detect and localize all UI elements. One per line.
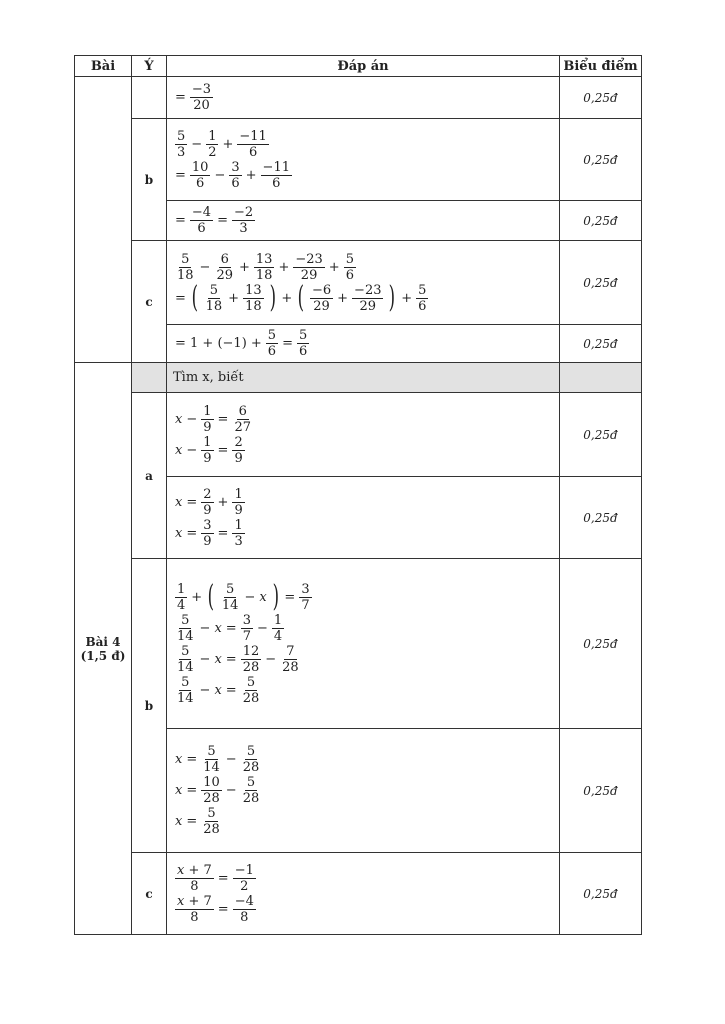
header-y: Ý [132,56,167,77]
header-dapan: Đáp án [167,56,560,77]
y-cell: c [132,241,167,363]
table-row [75,363,642,393]
answer-cell: $\frac{5}{18}$ − $\frac{6}{29}$ + $\frac{13}{18}$ + $\frac{-23}{29}$ + $\frac{5}{6}$ = ( $\frac{5}{18}$ + $\frac{13}{18}$ ) + ( $\frac{-6}{29}$ + $\frac{-23}{29}$ ) + $\frac{5}{6}$ [167,241,560,325]
intro-text: Tìm x, biết [173,370,244,385]
table-row [75,241,642,325]
bai-4-cell [75,363,132,935]
bai-4-label: Bài 4 [85,634,121,649]
answer-cell: x = $\frac{2}{9}$ + $\frac{1}{9}$ x = $\frac{3}{9}$ = $\frac{1}{3}$ [167,477,560,559]
points-cell: 0,25đ [560,241,642,325]
bai-4-points: (1,5 đ) [80,648,126,663]
table-row [75,77,642,119]
intro-cell [167,363,560,393]
table-header-row [75,56,642,77]
table-row [75,559,642,729]
header-bieudiem: Biểu điểm [560,56,642,77]
points-cell: 0,25đ [560,119,642,201]
table-row [75,853,642,935]
table-row [75,393,642,477]
points-cell: 0,25đ [560,559,642,729]
points-cell: 0,25đ [560,393,642,477]
answer-cell: = 1 + (−1) + $\frac{5}{6}$ = $\frac{5}{6}$ [167,325,560,363]
table-row [75,119,642,201]
points-cell: 0,25đ [560,477,642,559]
answer-cell: = $\frac{-4}{6}$ = $\frac{-2}{3}$ [167,201,560,241]
answer-cell: $\frac{5}{3}$ − $\frac{1}{2}$ + $\frac{-11}{6}$ = $\frac{10}{6}$ − $\frac{3}{6}$ + $\frac{-11}{6}$ [167,119,560,201]
answer-cell: x − $\frac{1}{9}$ = $\frac{6}{27}$ x − $\frac{1}{9}$ = $\frac{2}{9}$ [167,393,560,477]
y-cell: c [132,853,167,935]
y-cell: a [132,393,167,559]
points-cell: 0,25đ [560,853,642,935]
y-cell: b [132,559,167,853]
answer-cell: $\frac{1}{4}$ + ( $\frac{5}{14}$ − x ) = $\frac{3}{7}$ $\frac{5}{14}$ − x = $\frac{3}{7}$ − $\frac{1}{4}$ $\frac{5}{14}$ − x = $\frac{12}{28}$ − $\frac{7}{28}$ $\frac{5}{14}$ − x = $\frac{5}{28}$ [167,559,560,729]
points-cell: 0,25đ [560,729,642,853]
points-cell: 0,25đ [560,325,642,363]
points-cell: 0,25đ [560,201,642,241]
answer-cell: $\frac{x + 7}{8}$ = $\frac{-1}{2}$ $\frac{x + 7}{8}$ = $\frac{-4}{8}$ [167,853,560,935]
header-bai: Bài [75,56,132,77]
points-cell: 0,25đ [560,77,642,119]
points-cell-empty [560,363,642,393]
bai-cell-prev [75,77,132,363]
y-cell [132,363,167,393]
answer-cell: x = $\frac{5}{14}$ − $\frac{5}{28}$ x = $\frac{10}{28}$ − $\frac{5}{28}$ x = $\frac{5}{28}$ [167,729,560,853]
answer-table [74,55,642,935]
y-cell [132,77,167,119]
answer-cell: = $\frac{-3}{20}$ [167,77,560,119]
y-cell: b [132,119,167,241]
